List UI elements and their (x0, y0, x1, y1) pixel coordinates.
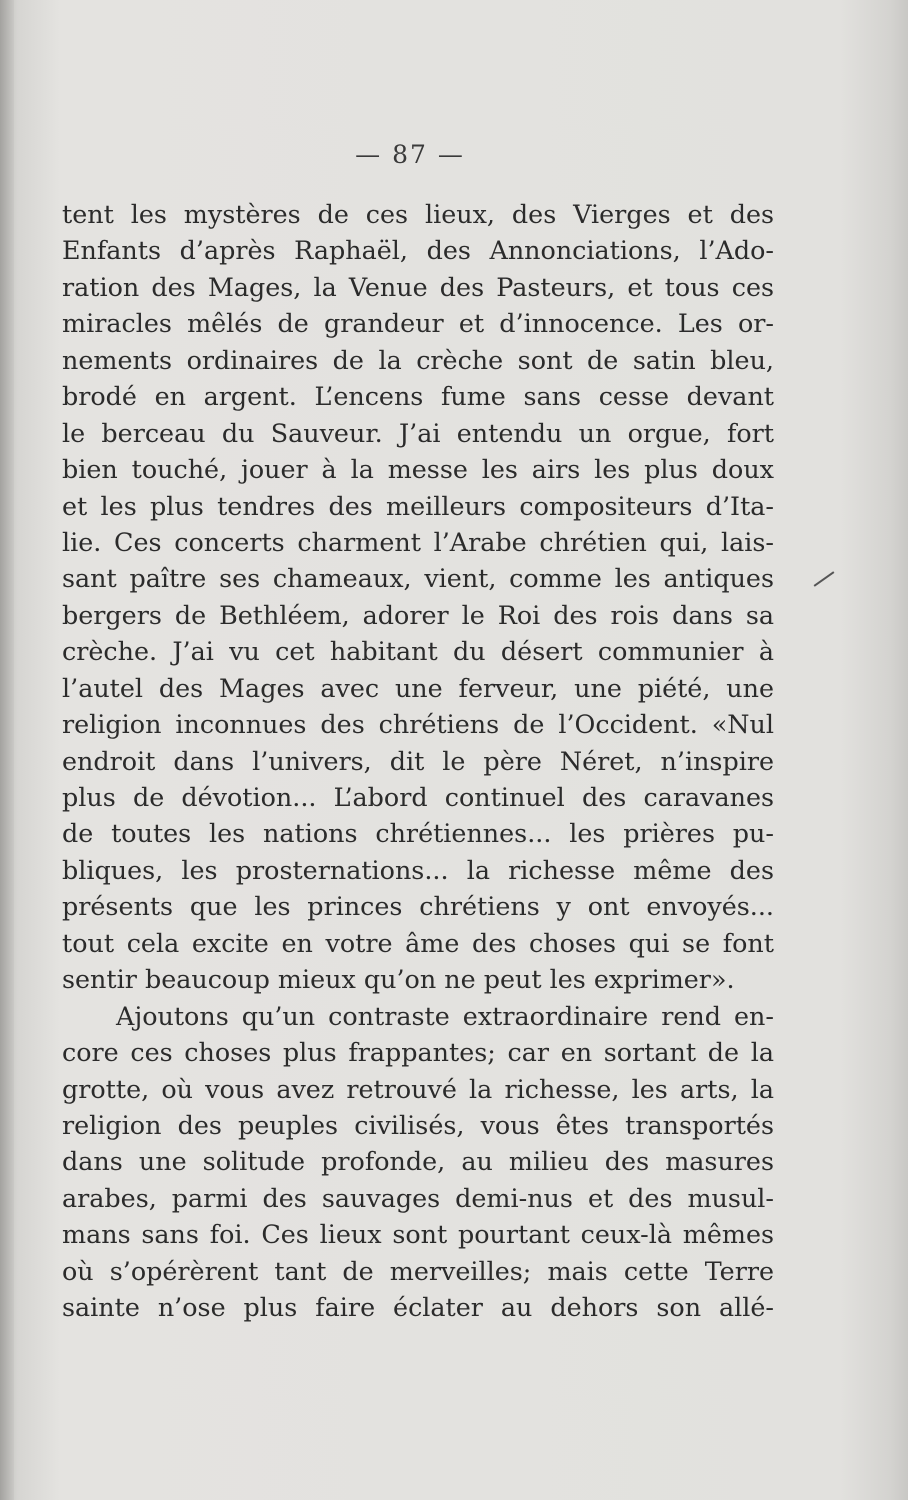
text-line: le berceau du Sauveur. J’ai entendu un orgue, fort (62, 417, 774, 448)
text-line: endroit dans l’univers, dit le père Néret, n’inspire (62, 745, 774, 776)
text-line: brodé en argent. L’encens fume sans cesse devant (62, 381, 774, 412)
text-line: religion inconnues des chrétiens de l’Occident. «Nul (62, 709, 774, 740)
body-text (62, 196, 774, 1326)
text-line: Ajoutons qu’un contraste extraordinaire rend en- (116, 1000, 774, 1031)
text-line: lie. Ces concerts charment l’Arabe chrétien qui, lais- (62, 526, 774, 557)
margin-pencil-mark (814, 571, 835, 586)
text-line: bien touché, jouer à la messe les airs les plus doux (62, 454, 774, 485)
text-line: dans une solitude profonde, au milieu des masures (62, 1146, 774, 1177)
text-line: et les plus tendres des meilleurs compositeurs d’Ita- (62, 490, 774, 521)
text-line: ration des Mages, la Venue des Pasteurs, et tous ces (62, 271, 774, 302)
text-line: nements ordinaires de la crèche sont de satin bleu, (62, 344, 774, 375)
text-line: présents que les princes chrétiens y ont envoyés... (62, 891, 774, 922)
text-line: arabes, parmi des sauvages demi-nus et des musul- (62, 1182, 774, 1213)
text-line: mans sans foi. Ces lieux sont pourtant ceux-là mêmes (62, 1219, 774, 1250)
text-line: Enfants d’après Raphaël, des Annonciations, l’Ado- (62, 235, 774, 266)
text-line: tent les mystères de ces lieux, des Vierges et des (62, 199, 774, 229)
text-line: tout cela excite en votre âme des choses qui se font (62, 927, 774, 958)
text-line: sant paître ses chameaux, vient, comme les antiques (62, 563, 774, 594)
text-line: miracles mêlés de grandeur et d’innocence. Les or- (62, 308, 774, 339)
text-line: grotte, où vous avez retrouvé la richesse, les arts, la (62, 1073, 774, 1104)
text-line: religion des peuples civilisés, vous êtes transportés (62, 1109, 774, 1140)
text-line: bliques, les prosternations... la richesse même des (62, 854, 774, 885)
page-binding-edge (0, 0, 14, 1500)
text-line: de toutes les nations chrétiennes... les prières pu- (62, 818, 774, 849)
text-line: sentir beaucoup mieux qu’on ne peut les exprimer». (62, 964, 735, 995)
text-line: crèche. J’ai vu cet habitant du désert communier à (62, 636, 774, 667)
text-line: où s’opérèrent tant de merveilles; mais cette Terre (62, 1255, 774, 1286)
text-line: bergers de Bethléem, adorer le Roi des rois dans sa (62, 599, 774, 630)
text-line: l’autel des Mages avec une ferveur, une piété, une (62, 672, 774, 703)
text-line: plus de dévotion... L’abord continuel des caravanes (62, 782, 774, 812)
text-line: sainte n’ose plus faire éclater au dehors son allé- (62, 1292, 774, 1323)
page-number: — 87 — (355, 140, 465, 169)
text-line: core ces choses plus frappantes; car en sortant de la (62, 1037, 774, 1068)
